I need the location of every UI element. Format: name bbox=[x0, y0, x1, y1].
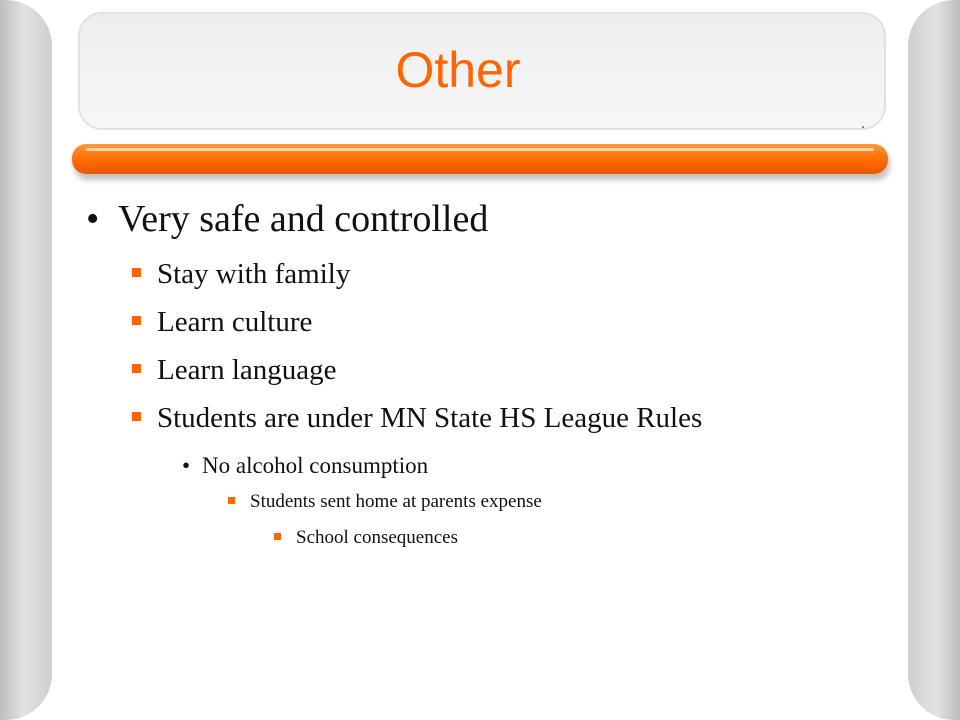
bullet-item bbox=[274, 526, 458, 550]
square-bullet-icon bbox=[132, 268, 141, 277]
square-bullet-icon bbox=[132, 364, 141, 373]
bullet-text: Students sent home at parents expense bbox=[250, 491, 542, 512]
bullet-item bbox=[132, 352, 337, 388]
round-bullet-icon bbox=[182, 452, 202, 480]
bullet-item bbox=[132, 304, 312, 340]
bullet-text: School consequences bbox=[296, 527, 458, 548]
bullet-text: Learn culture bbox=[157, 306, 313, 338]
square-bullet-icon bbox=[274, 533, 281, 540]
bullet-item bbox=[86, 196, 488, 242]
slide-title: Other bbox=[395, 42, 521, 98]
bullet-text: Stay with family bbox=[157, 258, 351, 290]
bullet-text: Students are under MN State HS League Rules bbox=[157, 402, 703, 434]
bullet-text: Very safe and controlled bbox=[118, 198, 489, 240]
square-bullet-icon bbox=[132, 316, 141, 325]
bullet-text: No alcohol consumption bbox=[202, 453, 429, 478]
bullet-item bbox=[182, 452, 428, 480]
square-bullet-icon bbox=[228, 497, 235, 504]
bullet-item bbox=[228, 490, 542, 514]
square-bullet-icon bbox=[132, 412, 141, 421]
round-bullet-icon bbox=[86, 196, 118, 242]
bullet-item bbox=[132, 256, 350, 292]
bullet-item bbox=[132, 400, 702, 436]
bullet-text: Learn language bbox=[157, 354, 337, 386]
